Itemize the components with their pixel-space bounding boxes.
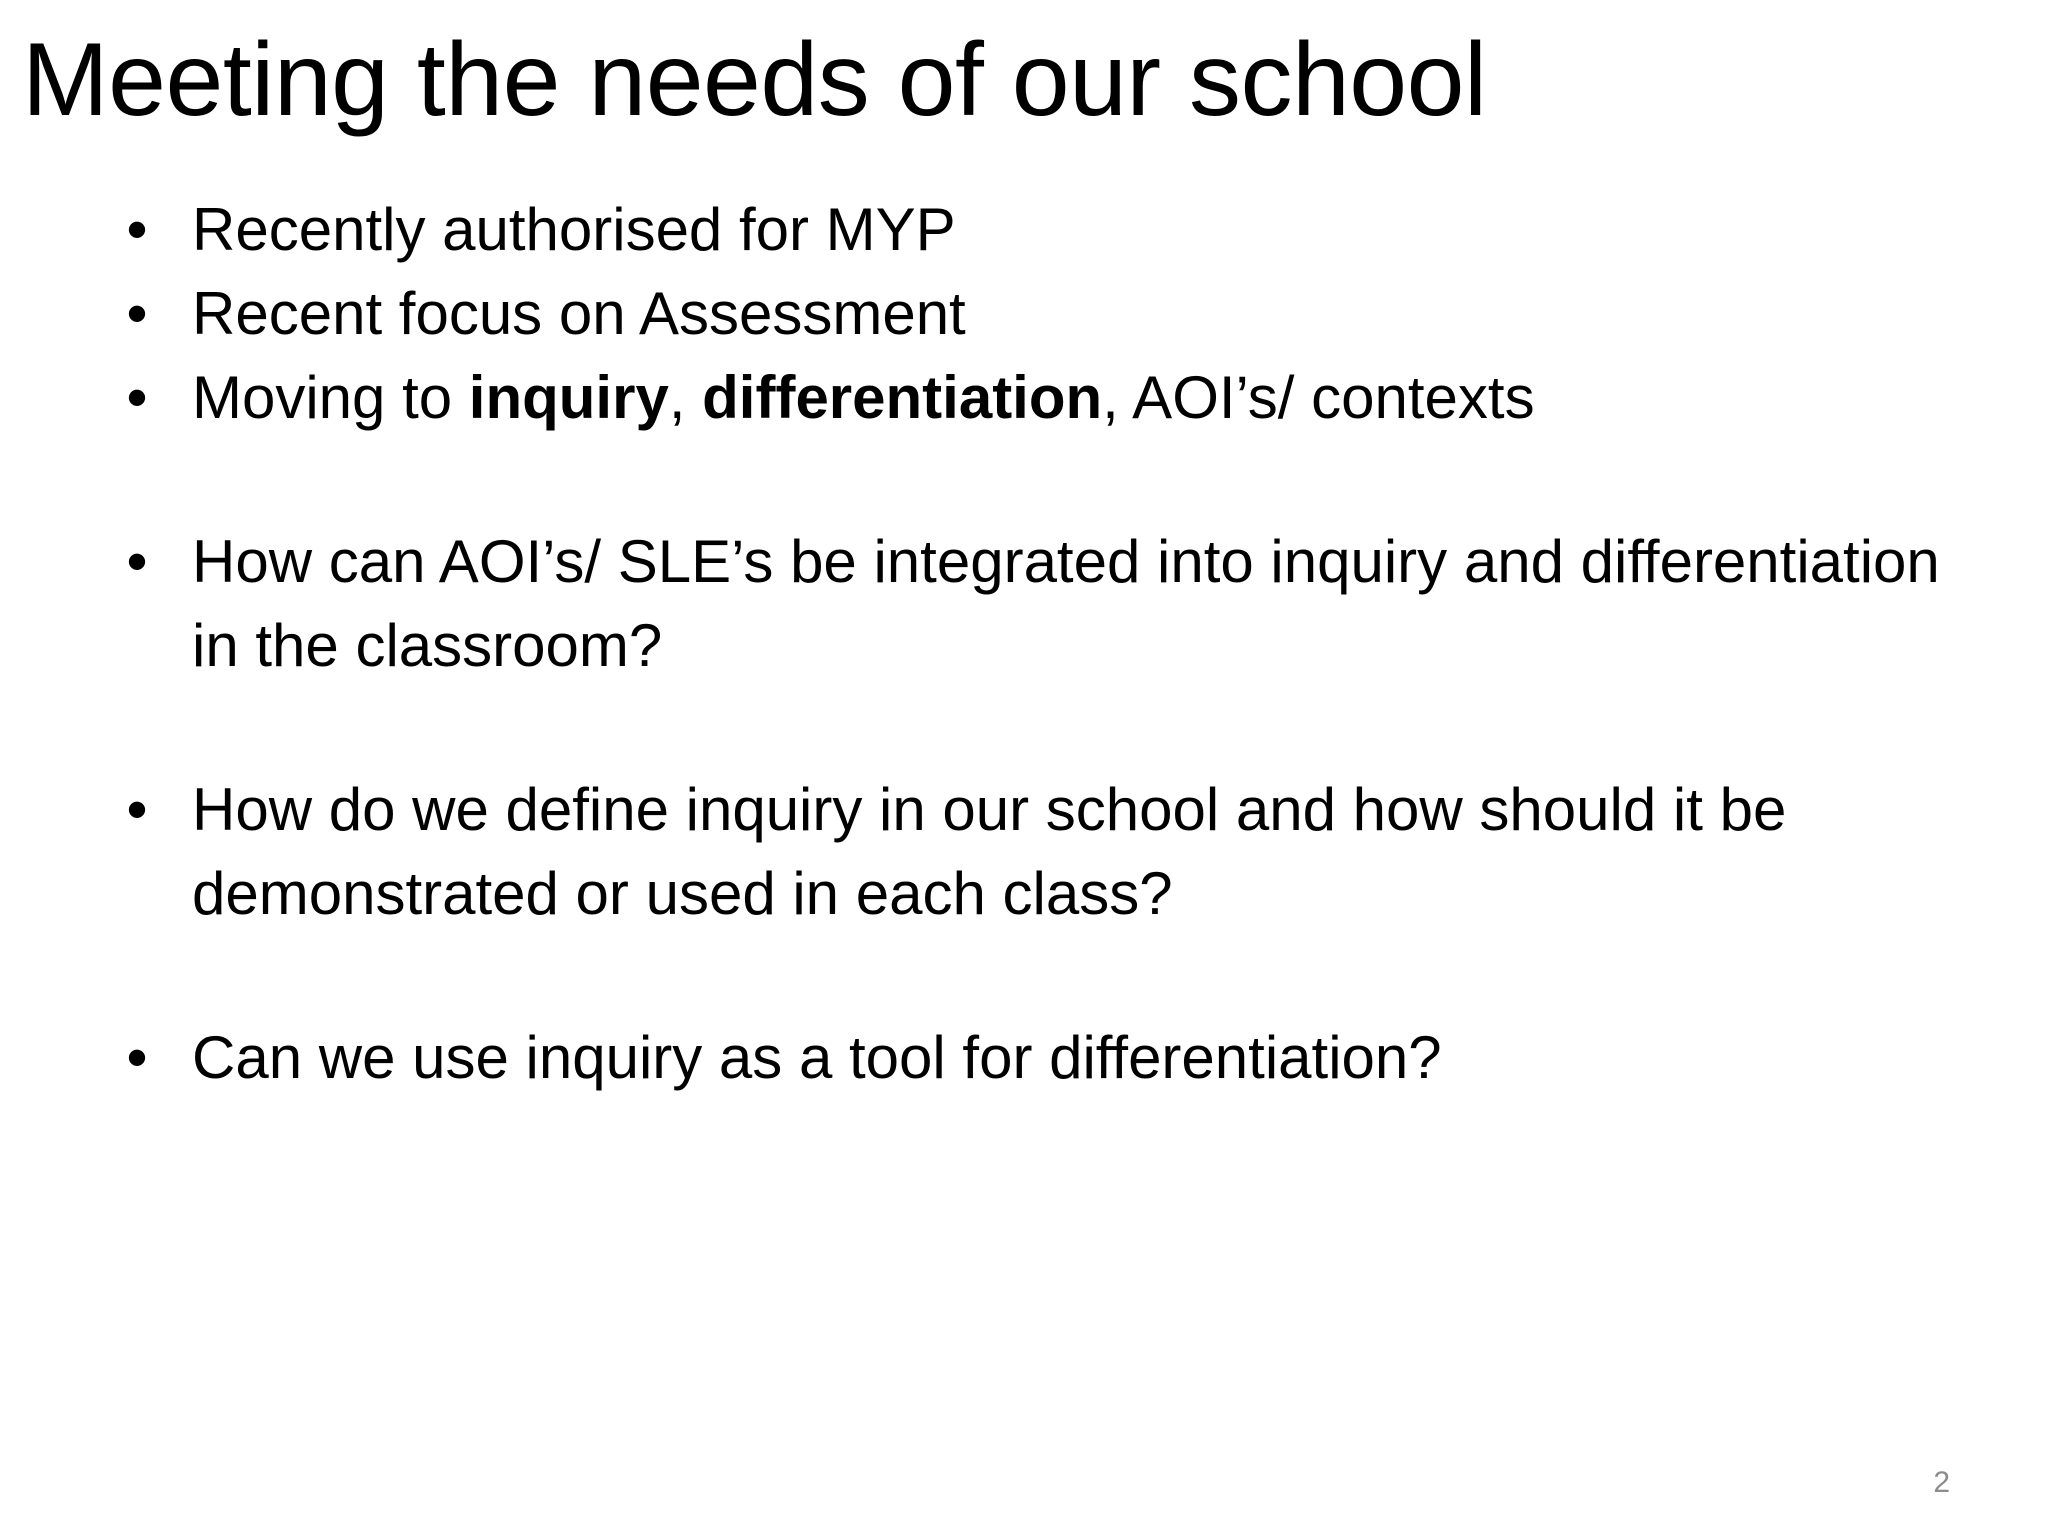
bullet-text: Recently authorised for MYP (192, 196, 956, 263)
bullet-item-aoi-question (122, 520, 1982, 688)
bullet-item-moving-to (122, 356, 1982, 440)
bullet-icon: • (126, 196, 148, 263)
bullet-text-suffix: , AOI’s/ contexts (1102, 364, 1535, 431)
slide-title: Meeting the needs of our school (22, 22, 1487, 138)
bold-term-differentiation: differentiation (702, 364, 1103, 431)
bullet-text: Can we use inquiry as a tool for differentiation? (192, 1024, 1442, 1091)
bullet-text-prefix: Moving to (192, 364, 469, 431)
bullet-icon: • (126, 280, 148, 347)
bullet-icon: • (126, 776, 148, 843)
bullet-list (122, 188, 1982, 1100)
bullet-icon: • (126, 1024, 148, 1091)
bullet-text: Recent focus on Assessment (192, 280, 966, 347)
bullet-icon: • (126, 528, 148, 595)
bold-term-inquiry: inquiry (468, 364, 669, 431)
bullet-item-myp (122, 188, 1982, 272)
slide-number: 2 (1933, 1466, 1950, 1499)
bullet-text: How can AOI’s/ SLE’s be integrated into inquiry and differentiation in the classroom? (192, 528, 1940, 679)
bullet-text: How do we define inquiry in our school and how should it be demonstrated or used in each class? (192, 776, 1787, 927)
bullet-item-assessment (122, 272, 1982, 356)
bullet-item-define-inquiry (122, 768, 1982, 936)
bullet-icon: • (126, 364, 148, 431)
bullet-text-separator: , (668, 364, 703, 431)
bullet-item-inquiry-tool (122, 1016, 1982, 1100)
